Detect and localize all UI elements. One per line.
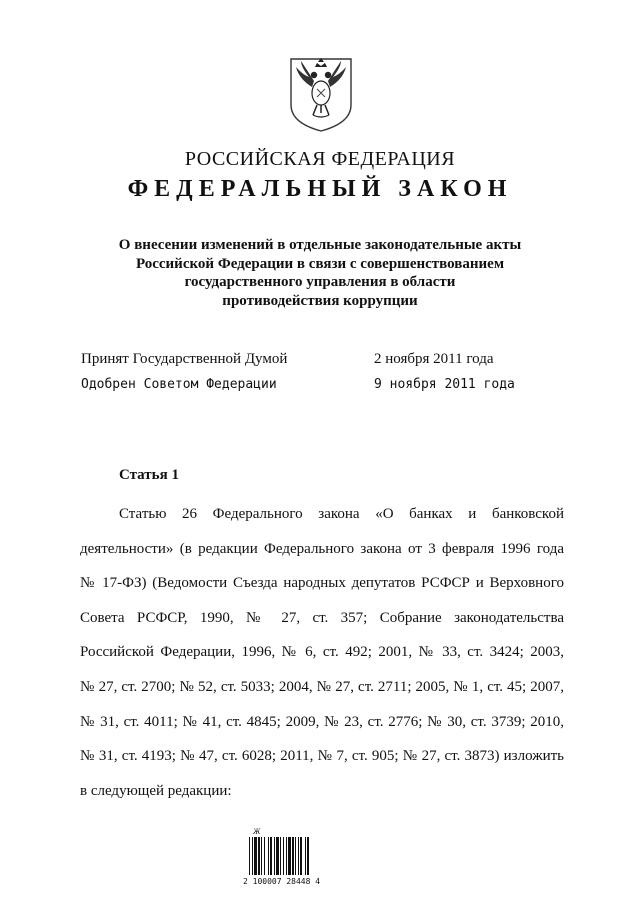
council-approval-date: 9 ноября 2011 года xyxy=(374,377,515,392)
law-title-line: противодействия коррупции xyxy=(222,292,418,309)
article-text-line: № 17-ФЗ) (Ведомости Съезда народных депутатов РСФСР и Верховного xyxy=(80,575,564,592)
article-text-line: в следующей редакции: xyxy=(80,782,232,799)
country-name: РОССИЙСКАЯ ФЕДЕРАЦИЯ xyxy=(184,148,456,170)
article-text-line: Российской Федерации, 1996, № 6, ст. 492; 2001, № 33, ст. 3424; 2003, xyxy=(80,644,564,661)
law-title-line: О внесении изменений в отдельные законодательные акты xyxy=(118,237,522,253)
coat-of-arms-emblem-icon xyxy=(287,53,355,133)
barcode-block xyxy=(243,827,323,886)
barcode-icon xyxy=(249,837,319,875)
handwritten-mark: Ж xyxy=(253,827,261,836)
article-text-line: Статью 26 Федерального закона «О банках и банковской xyxy=(119,506,564,522)
law-title-line: государственного управления в области xyxy=(184,274,456,290)
article-text-line: Совета РСФСР, 1990, № 27, ст. 357; Собрание законодательства xyxy=(80,609,564,626)
duma-adoption-label: Принят Государственной Думой xyxy=(81,351,288,367)
council-approval-label: Одобрен Советом Федерации xyxy=(81,377,277,392)
barcode-number: 2 100007 28448 4 xyxy=(243,877,321,886)
law-title xyxy=(80,236,560,310)
article-text-line: № 31, ст. 4193; № 47, ст. 6028; 2011, № 7, ст. 905; № 27, ст. 3873) изложить xyxy=(80,748,564,765)
article-text-line: деятельности» (в редакции Федерального закона от 3 февраля 1996 года xyxy=(80,540,564,557)
duma-adoption-date: 2 ноября 2011 года xyxy=(374,351,494,367)
article-text-line: № 27, ст. 2700; № 52, ст. 5033; 2004, № 27, ст. 2711; 2005, № 1, ст. 45; 2007, xyxy=(80,678,564,695)
law-title-line: Российской Федерации в связи с совершенствованием xyxy=(135,255,505,272)
article-heading: Статья 1 xyxy=(119,467,179,483)
document-type-title: ФЕДЕРАЛЬНЫЙ ЗАКОН xyxy=(127,176,513,202)
article-text-line: № 31, ст. 4011; № 41, ст. 4845; 2009, № 23, ст. 2776; № 30, ст. 3739; 2010, xyxy=(80,713,564,730)
article-body xyxy=(80,497,564,808)
